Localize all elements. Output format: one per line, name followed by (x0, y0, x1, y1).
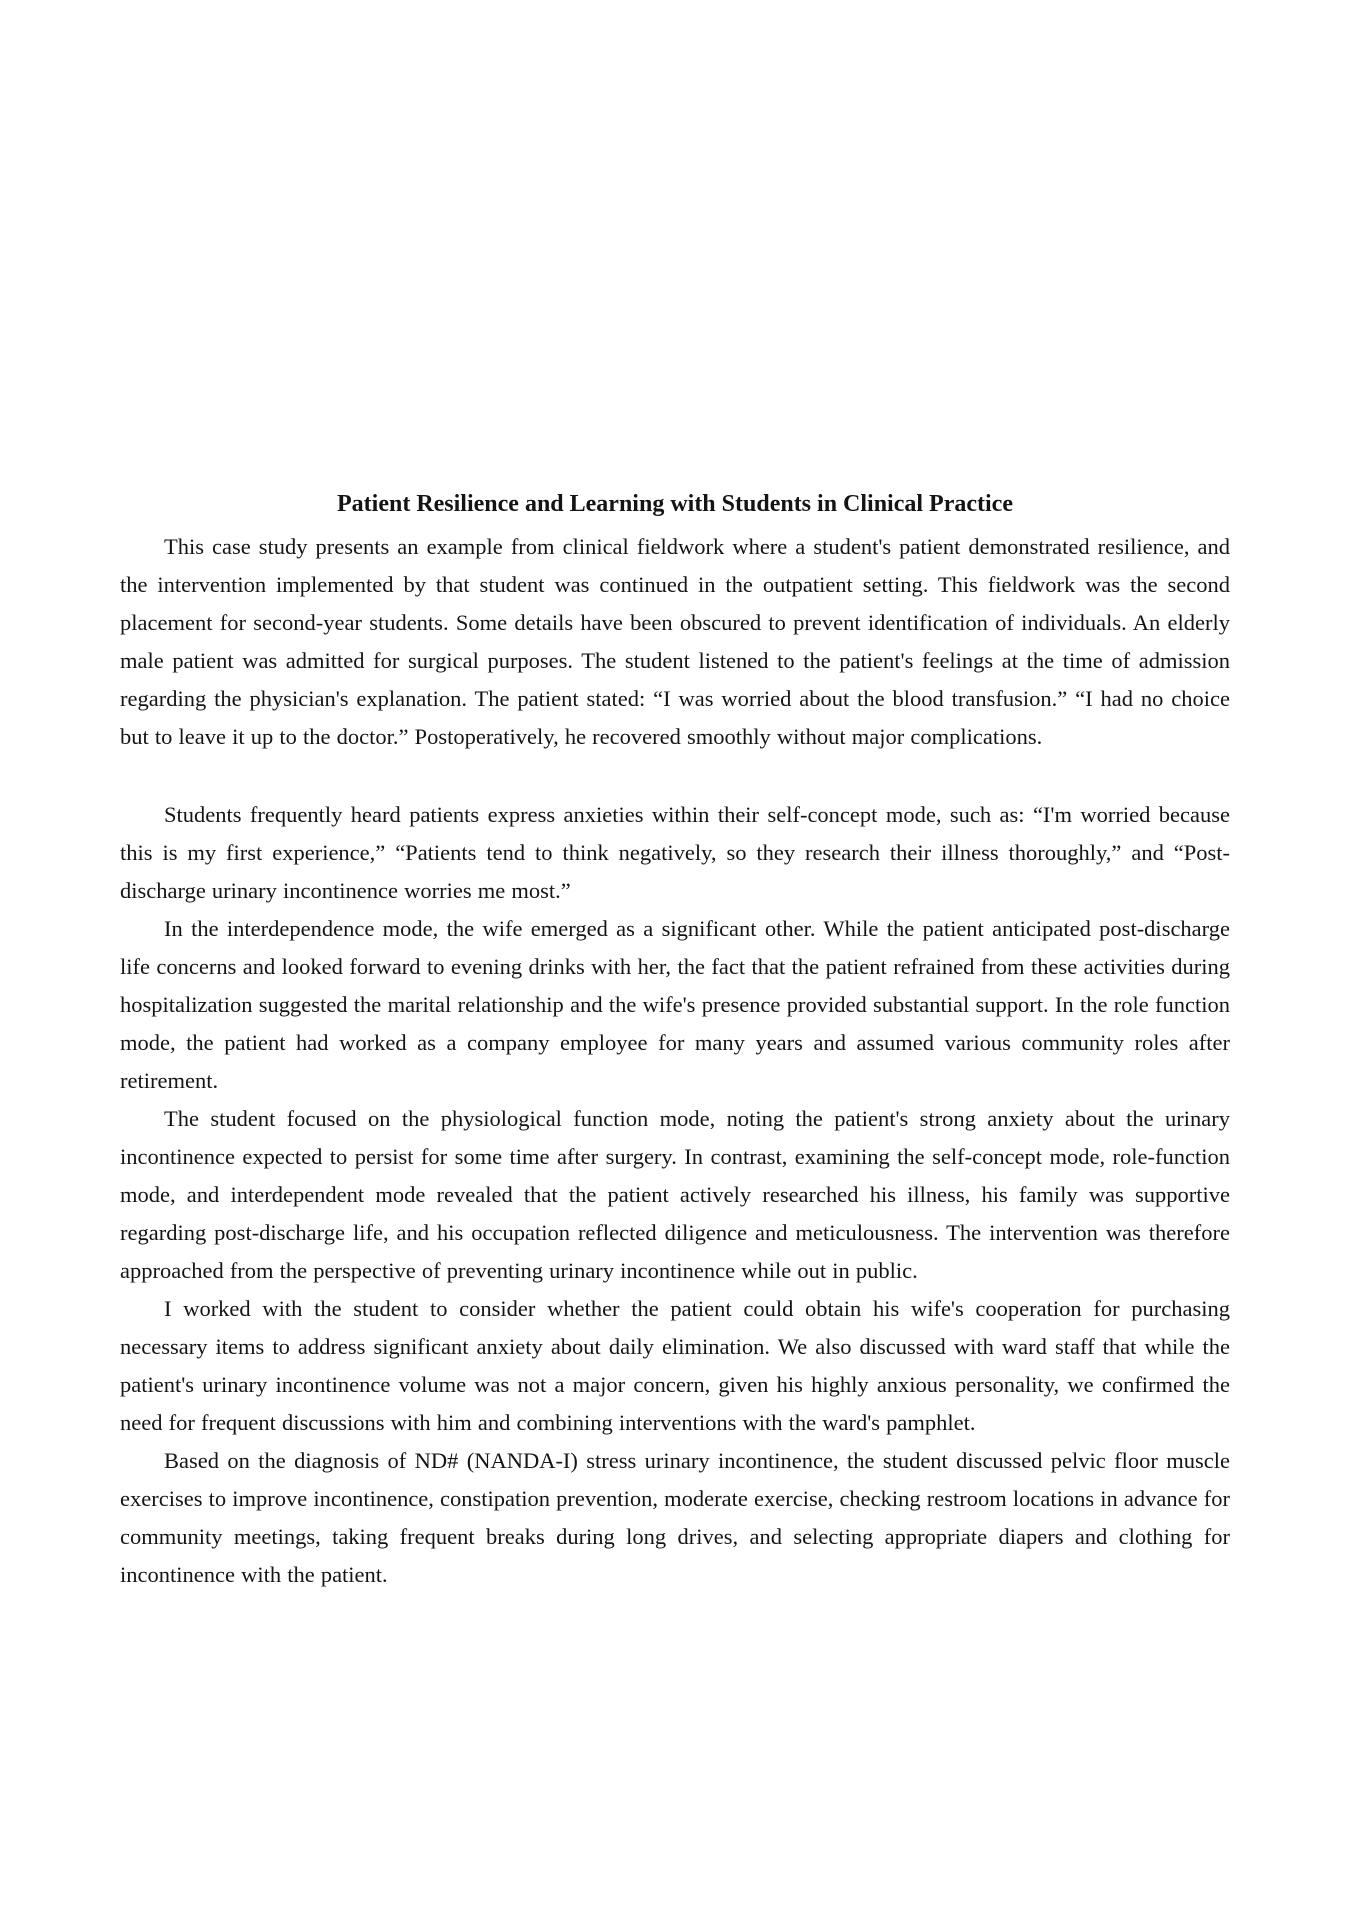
paragraph-physiological-function-mode: The student focused on the physiological function mode, noting the patient's strong anxiety about the urinary incontinence expected to persist for some time after surgery. In contrast, examining the self-concept mode, role-function mode, and interdependent mode revealed that the patient actively researched his illness, his family was supportive regarding post-discharge life, and his occupation reflected diligence and meticulousness. The intervention was therefore approached from the perspective of preventing urinary incontinence while out in public. (120, 1106, 1230, 1283)
document-body (120, 484, 1230, 1594)
blank-line-spacer (120, 756, 1230, 796)
paragraph-nanda-diagnosis: Based on the diagnosis of ND# (NANDA-I) stress urinary incontinence, the student discussed pelvic floor muscle exercises to improve incontinence, constipation prevention, moderate exercise, checking restroom locations in advance for community meetings, taking frequent breaks during long drives, and selecting appropriate diapers and clothing for incontinence with the patient. (120, 1448, 1230, 1587)
paragraph-interdependence-mode: In the interdependence mode, the wife emerged as a significant other. While the patient anticipated post-discharge life concerns and looked forward to evening drinks with her, the fact that the patient refrained from these activities during hospitalization suggested the marital relationship and the wife's presence provided substantial support. In the role function mode, the patient had worked as a company employee for many years and assumed various community roles after retirement. (120, 916, 1230, 1093)
document-title: Patient Resilience and Learning with Students in Clinical Practice (337, 491, 1013, 517)
paragraph-self-concept-anxieties: Students frequently heard patients express anxieties within their self-concept mode, such as: “I'm worried because this is my first experience,” “Patients tend to think negatively, so they research their illness thoroughly,” and “Post-discharge urinary incontinence worries me most.” (120, 802, 1230, 903)
paragraph-wife-cooperation: I worked with the student to consider whether the patient could obtain his wife's cooperation for purchasing necessary items to address significant anxiety about daily elimination. We also discussed with ward staff that while the patient's urinary incontinence volume was not a major concern, given his highly anxious personality, we confirmed the need for frequent discussions with him and combining interventions with the ward's pamphlet. (120, 1296, 1230, 1435)
paragraph-intro-case-study: This case study presents an example from clinical fieldwork where a student's patient demonstrated resilience, and the intervention implemented by that student was continued in the outpatient setting. This fieldwork was the second placement for second-year students. Some details have been obscured to prevent identification of individuals. An elderly male patient was admitted for surgical purposes. The student listened to the patient's feelings at the time of admission regarding the physician's explanation. The patient stated: “I was worried about the blood transfusion.” “I had no choice but to leave it up to the doctor.” Postoperatively, he recovered smoothly without major complications. (120, 534, 1230, 749)
